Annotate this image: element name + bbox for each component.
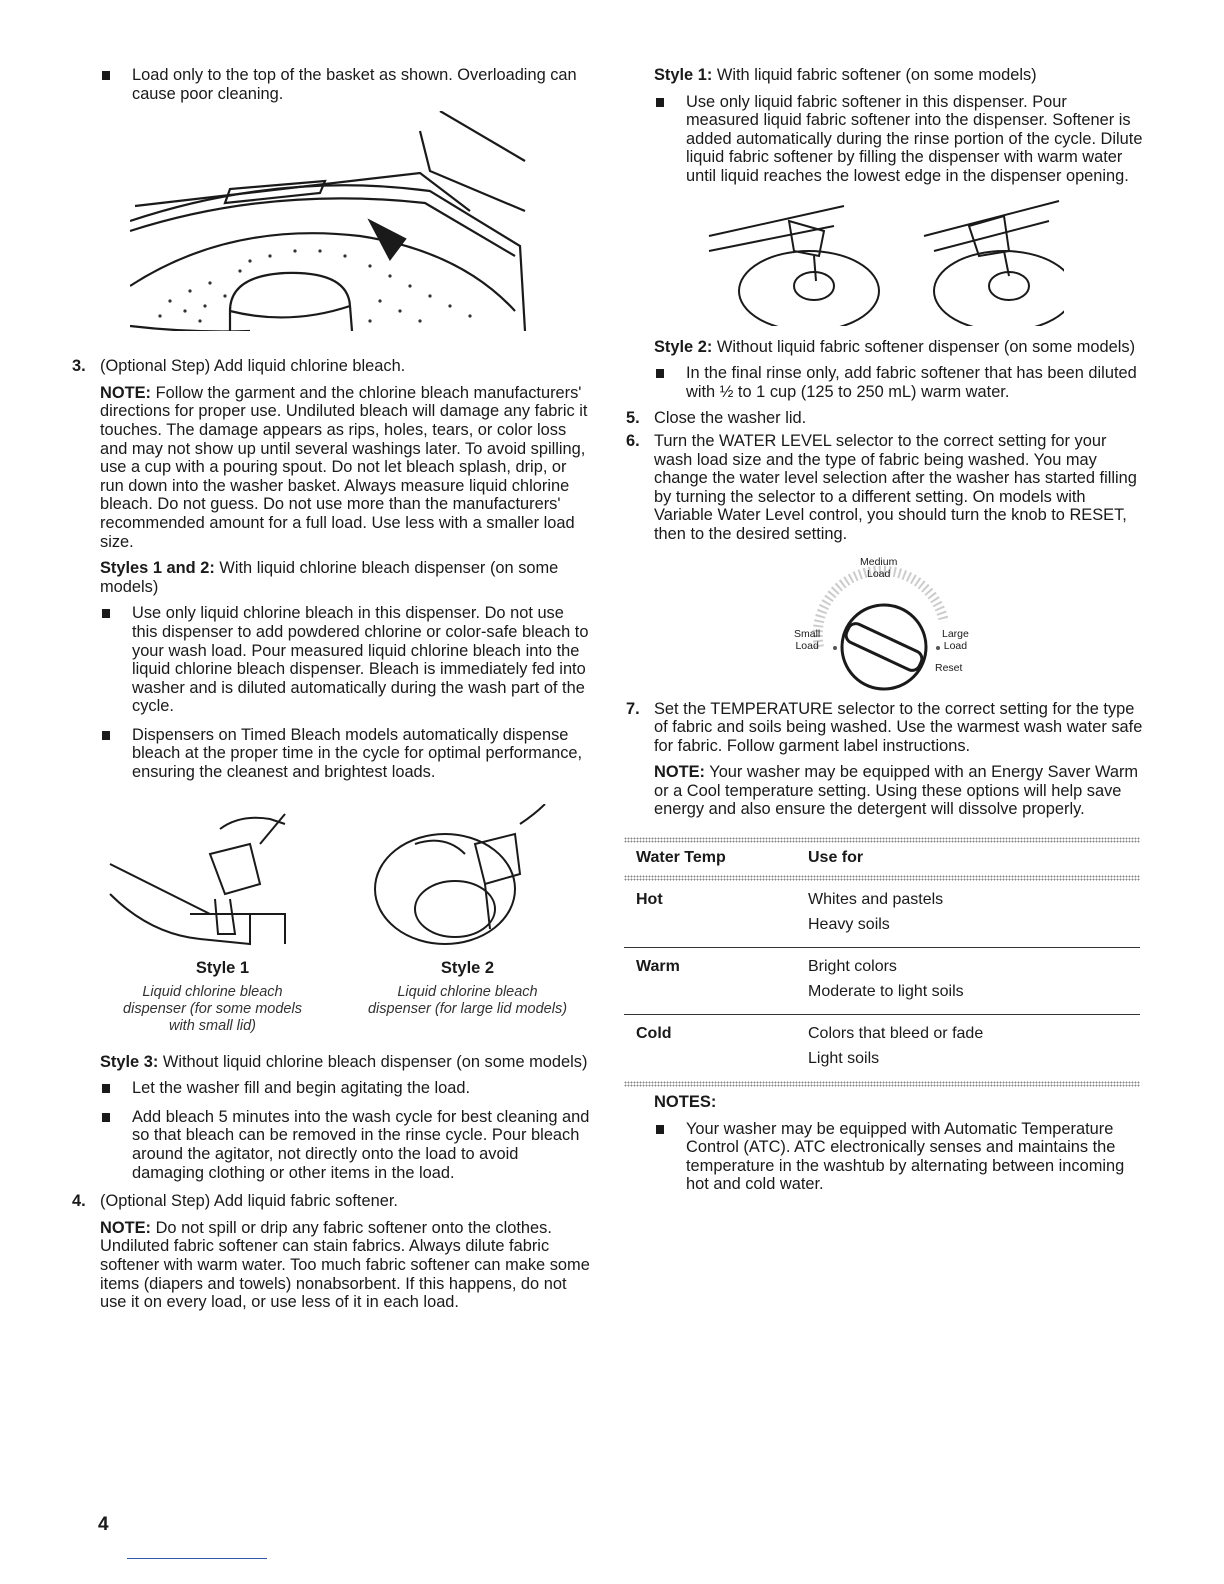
header-water-temp: Water Temp	[636, 849, 726, 867]
left-column	[72, 66, 590, 1312]
bleach-bullet-2: Dispensers on Timed Bleach models automatically dispense bleach at the proper time in the cycle for optimal performance, ensuring the cleanest and brightest loads.	[100, 726, 590, 782]
style-3-bullet-2: Add bleach 5 minutes into the wash cycle for best cleaning and so that bleach can be removed in the rinse cycle. Pour bleach around the agitator, not directly onto the load to avoid damaging clothing or other items in the load.	[100, 1108, 590, 1182]
style-2-caption: Liquid chlorine bleach dispenser (for large lid models)	[367, 983, 568, 1017]
row-temp: Cold	[636, 1025, 672, 1043]
style-2-dispenser-illustration	[345, 804, 590, 954]
style-3-bullet-1: Let the washer fill and begin agitating the load.	[100, 1079, 590, 1098]
water-temp-table	[624, 837, 1140, 1087]
row-temp: Warm	[636, 958, 680, 976]
softener-dispenser-illustration	[704, 196, 1064, 326]
dial-reset-label: Reset	[935, 661, 963, 674]
right-column	[626, 66, 1144, 1204]
bleach-dispenser-figures	[100, 804, 590, 1035]
water-level-dial	[654, 552, 1144, 692]
washer-basket-illustration	[130, 111, 530, 331]
style-2-title: Style 2	[440, 958, 495, 977]
dial-medium-label: Medium Load	[860, 555, 898, 580]
dial-large-label: Large Load	[942, 627, 969, 652]
dial-small-label: Small Load	[794, 627, 821, 652]
style-2-figure	[345, 804, 590, 1035]
step-7: 7. Set the TEMPERATURE selector to the correct setting for the type of fabric and soils being washed. Use the warmest wash water safe for fabric. Follow garment label instructions.	[626, 699, 1143, 755]
step-7-note: NOTE: Your washer may be equipped with an Energy Saver Warm or a Cool temperature setting. Using these options will help save energy and also ensure the detergent will dissolve properly.	[654, 763, 1139, 819]
step-4-note: NOTE: Do not spill or drip any fabric softener onto the clothes. Undiluted fabric softener can stain fabrics. Always dilute fabric softener with warm water. Too much fabric softener can make some items (diapers and towels) nonabsorbent. If this happens, do not use it on every load, or use less of it in each load.	[100, 1218, 590, 1312]
step-6: 6. Turn the WATER LEVEL selector to the correct setting for your wash load size and the type of fabric being washed. You may change the water level selection after the washer has started filling by turning the selector to a different setting. On models with Variable Water Level control, you should turn the knob to RESET, then to the desired setting.	[626, 431, 1137, 543]
bleach-bullet-1: Use only liquid chlorine bleach in this dispenser. Do not use this dispenser to add powdered chlorine or color-safe bleach to your wash load. Pour measured liquid chlorine bleach into the liquid chlorine bleach dispenser. Bleach is immediately fed into washer and is diluted automatically during the wash part of the cycle.	[100, 604, 590, 716]
style-3-heading: Style 3: Without liquid chlorine bleach dispenser (on some models)	[100, 1052, 588, 1071]
table-header	[624, 843, 1140, 875]
step-5: 5. Close the washer lid.	[626, 409, 807, 428]
load-bullet: Load only to the top of the basket as shown. Overloading can cause poor cleaning.	[100, 66, 590, 103]
table-row	[624, 881, 1140, 947]
page-number: 4	[98, 1514, 109, 1535]
styles-1-2-heading: Styles 1 and 2: With liquid chlorine bleach dispenser (on some models)	[100, 559, 559, 596]
style-1-dispenser-illustration	[100, 804, 345, 954]
notes-bullet: Your washer may be equipped with Automatic Temperature Control (ATC). ATC electronically senses and maintains the temperature in the washtub by alternating between incoming hot and cold water.	[654, 1120, 1144, 1194]
step-3-note: NOTE: Follow the garment and the chlorine bleach manufacturers' directions for proper use. Undiluted bleach will damage any fabric it touches. The damage appears as rips, holes, tears, or color loss and may not show up until several washings later. To avoid spilling, use a cup with a pouring spout. Do not let bleach splash, drip, or run down into the washer basket. Always measure liquid chlorine bleach. Do not guess. Do not use more than the manufacturers' recommended amount for a full load. Use less with a smaller load size.	[100, 383, 588, 551]
step-3: 3. (Optional Step) Add liquid chlorine bleach.	[72, 357, 406, 376]
water-level-knob	[654, 552, 1144, 692]
style-1-title: Style 1	[195, 958, 250, 977]
softener-style-1-bullet: Use only liquid fabric softener in this dispenser. Pour measured liquid fabric softener into the dispenser. Softener is added automatically during the rinse portion of the cycle. Dilute liquid fabric softener by filling the dispenser with warm water until liquid reaches the lowest edge in the dispenser opening.	[654, 93, 1144, 186]
table-bottom-rule	[624, 1081, 1140, 1087]
footer-rule	[127, 1558, 267, 1559]
row-use: Whites and pastels Heavy soils	[808, 891, 944, 934]
style-1-figure	[100, 804, 345, 1035]
row-use: Colors that bleed or fade Light soils	[808, 1025, 984, 1068]
step-4: 4. (Optional Step) Add liquid fabric softener.	[72, 1192, 398, 1211]
table-row	[624, 948, 1140, 1014]
softener-style-2-bullet: In the final rinse only, add fabric softener that has been diluted with ½ to 1 cup (125 to 250 mL) warm water.	[654, 364, 1144, 401]
style-1-caption: Liquid chlorine bleach dispenser (for some models with small lid)	[123, 983, 302, 1034]
softener-style-2-heading: Style 2: Without liquid fabric softener dispenser (on some models)	[654, 337, 1136, 356]
header-use-for: Use for	[808, 849, 864, 867]
row-temp: Hot	[636, 891, 663, 909]
softener-style-1-heading: Style 1: With liquid fabric softener (on some models)	[654, 66, 1037, 84]
row-use: Bright colors Moderate to light soils	[808, 958, 964, 1001]
notes-title: NOTES:	[654, 1093, 717, 1112]
table-row	[624, 1015, 1140, 1081]
